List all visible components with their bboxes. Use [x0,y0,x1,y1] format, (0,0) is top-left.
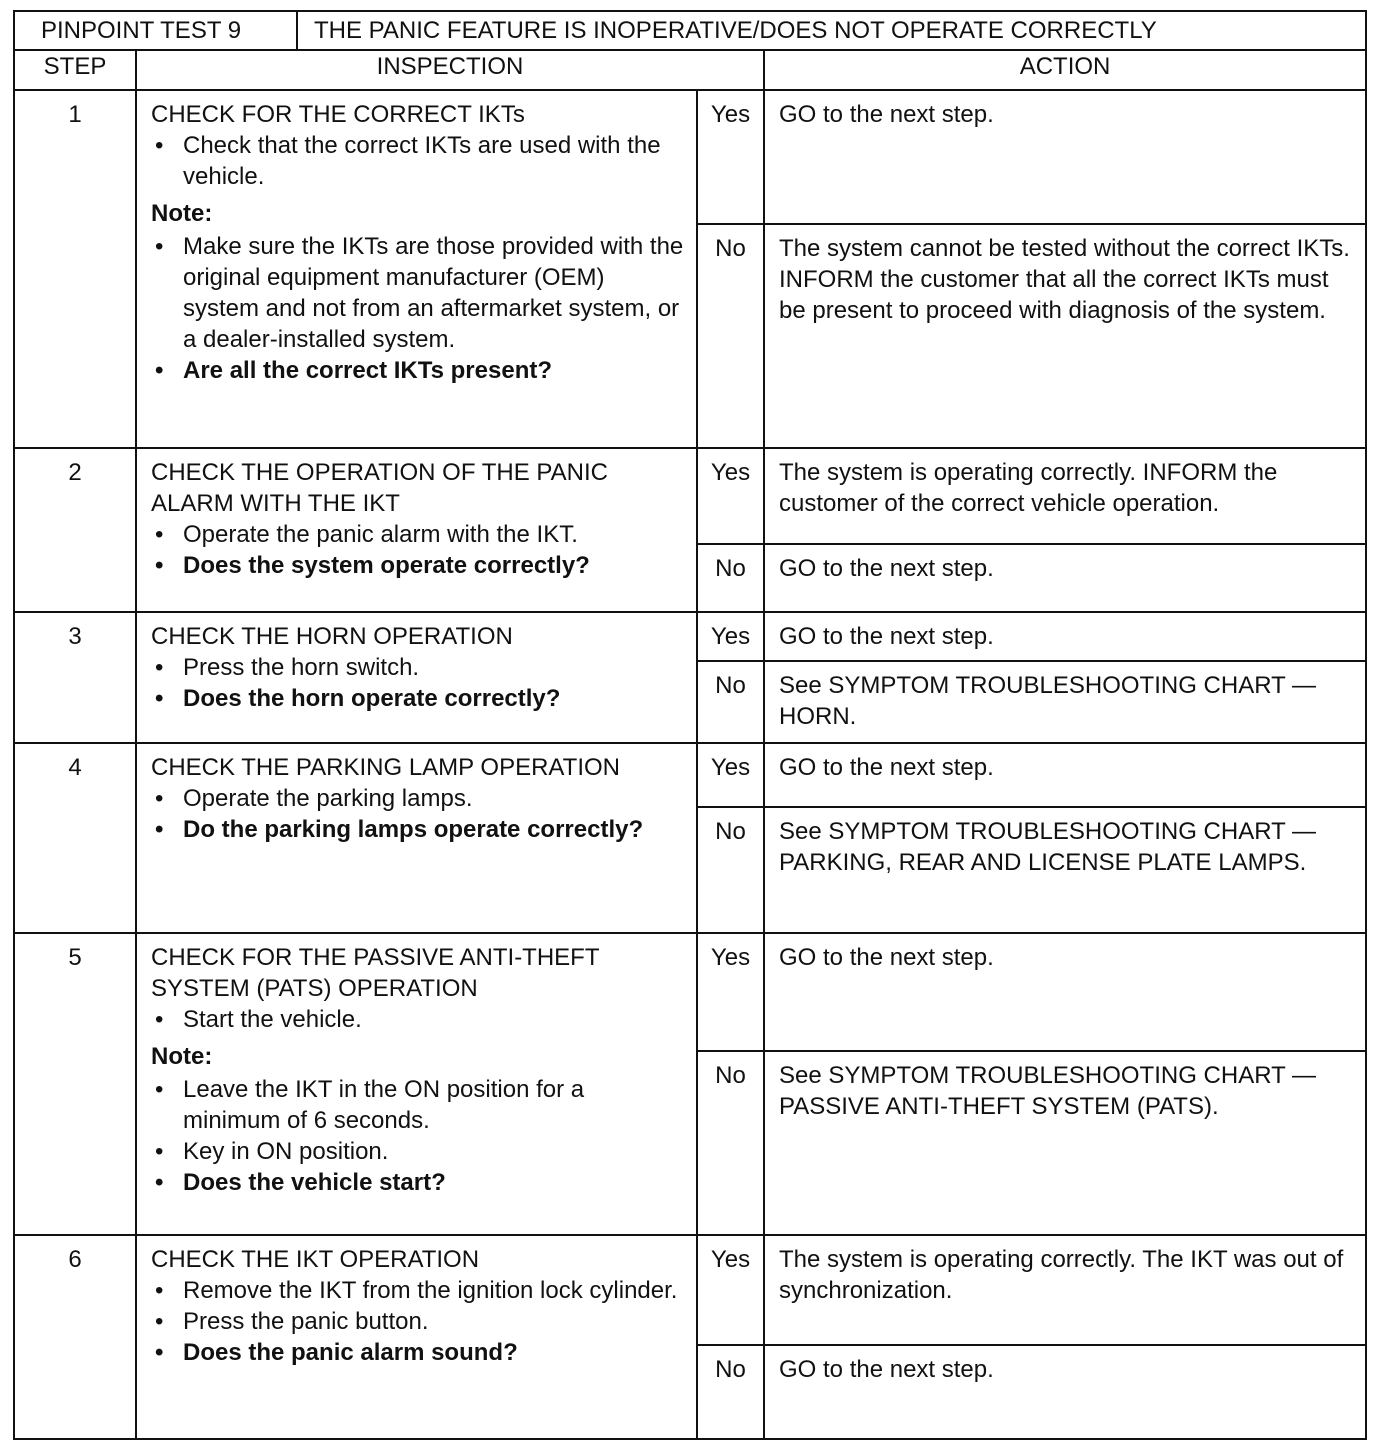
step-heading: CHECK THE OPERATION OF THE PANIC ALARM WITH THE IKT [151,459,608,517]
no-action: See SYMPTOM TROUBLESHOOTING CHART — PARKING, REAR AND LICENSE PLATE LAMPS. [764,807,1366,933]
column-header-row [14,50,1366,90]
inspection-bullet: • Check that the correct IKTs are used with the vehicle. [151,130,686,192]
step-row-2 [14,448,1366,544]
no-action: GO to the next step. [764,1345,1366,1439]
step-heading: CHECK FOR THE CORRECT IKTs [151,101,525,128]
inspection-bullets [151,1275,686,1368]
step-number: 2 [14,448,136,612]
inspection-question: • Do the parking lamps operate correctly? [151,814,686,845]
no-action: The system cannot be tested without the correct IKTs. INFORM the customer that all the correct IKTs must be present to proceed with diagnosis of the system. [764,224,1366,448]
note-bullet: • Leave the IKT in the ON position for a minimum of 6 seconds. [151,1074,686,1136]
note-label: Note: [151,200,213,227]
yes-action: GO to the next step. [764,743,1366,807]
inspection-bullet: • Start the vehicle. [151,1004,686,1035]
inspection-bullet: • Remove the IKT from the ignition lock cylinder. [151,1275,686,1306]
yes-action: The system is operating correctly. The IKT was out of synchronization. [764,1235,1366,1345]
step-number: 1 [14,90,136,448]
inspection-bullet: • Press the panic button. [151,1306,686,1337]
inspection-bullet: • Operate the parking lamps. [151,783,686,814]
step-heading: CHECK THE HORN OPERATION [151,623,513,650]
no-action: See SYMPTOM TROUBLESHOOTING CHART — HORN. [764,661,1366,743]
no-label: No [697,807,764,933]
step-inspection [136,743,697,933]
note-bullets [151,231,686,386]
no-label: No [697,661,764,743]
note-label: Note: [151,1043,213,1070]
step-inspection [136,612,697,743]
inspection-question: • Are all the correct IKTs present? [151,355,686,386]
inspection-question: • Does the panic alarm sound? [151,1337,686,1368]
step-row-4 [14,743,1366,807]
step-number: 6 [14,1235,136,1439]
no-label: No [697,1051,764,1235]
step-inspection [136,448,697,612]
no-action: GO to the next step. [764,544,1366,612]
no-label: No [697,224,764,448]
column-header-step: STEP [14,50,136,90]
no-label: No [697,544,764,612]
yes-action: GO to the next step. [764,933,1366,1051]
inspection-question: • Does the system operate correctly? [151,550,686,581]
step-inspection [136,1235,697,1439]
yes-label: Yes [697,933,764,1051]
yes-label: Yes [697,448,764,544]
inspection-bullets [151,519,686,581]
inspection-bullet: • Operate the panic alarm with the IKT. [151,519,686,550]
inspection-bullet: • Press the horn switch. [151,652,686,683]
no-action: See SYMPTOM TROUBLESHOOTING CHART — PASSIVE ANTI-THEFT SYSTEM (PATS). [764,1051,1366,1235]
inspection-question: • Does the horn operate correctly? [151,683,686,714]
yes-action: GO to the next step. [764,90,1366,224]
step-row-1 [14,90,1366,224]
test-id: PINPOINT TEST 9 [15,12,298,49]
step-row-3 [14,612,1366,661]
note-bullets [151,1074,686,1198]
inspection-question: • Does the vehicle start? [151,1167,686,1198]
yes-action: GO to the next step. [764,612,1366,661]
yes-label: Yes [697,612,764,661]
title-row [14,11,1366,50]
test-description: THE PANIC FEATURE IS INOPERATIVE/DOES NOT OPERATE CORRECTLY [314,17,1157,44]
yes-action: The system is operating correctly. INFORM the customer of the correct vehicle operation. [764,448,1366,544]
yes-label: Yes [697,1235,764,1345]
step-number: 3 [14,612,136,743]
note-bullet: • Key in ON position. [151,1136,686,1167]
step-heading: CHECK THE PARKING LAMP OPERATION [151,754,620,781]
inspection-bullets [151,130,686,192]
step-heading: CHECK FOR THE PASSIVE ANTI-THEFT SYSTEM (PATS) OPERATION [151,944,600,1002]
column-header-inspection: INSPECTION [136,50,764,90]
note-bullet: • Make sure the IKTs are those provided with the original equipment manufacturer (OEM) system and not from an aftermarket system, or a dealer-installed system. [151,231,686,355]
no-label: No [697,1345,764,1439]
pinpoint-test-table [13,10,1367,1440]
column-header-action: ACTION [764,50,1366,90]
step-row-6 [14,1235,1366,1345]
step-number: 4 [14,743,136,933]
yes-label: Yes [697,90,764,224]
step-inspection [136,933,697,1235]
inspection-bullets [151,1004,686,1035]
pinpoint-test-document [13,10,1365,1440]
inspection-bullets [151,783,686,845]
step-heading: CHECK THE IKT OPERATION [151,1246,480,1273]
inspection-bullets [151,652,686,714]
step-row-5 [14,933,1366,1051]
yes-label: Yes [697,743,764,807]
step-inspection [136,90,697,448]
step-number: 5 [14,933,136,1235]
